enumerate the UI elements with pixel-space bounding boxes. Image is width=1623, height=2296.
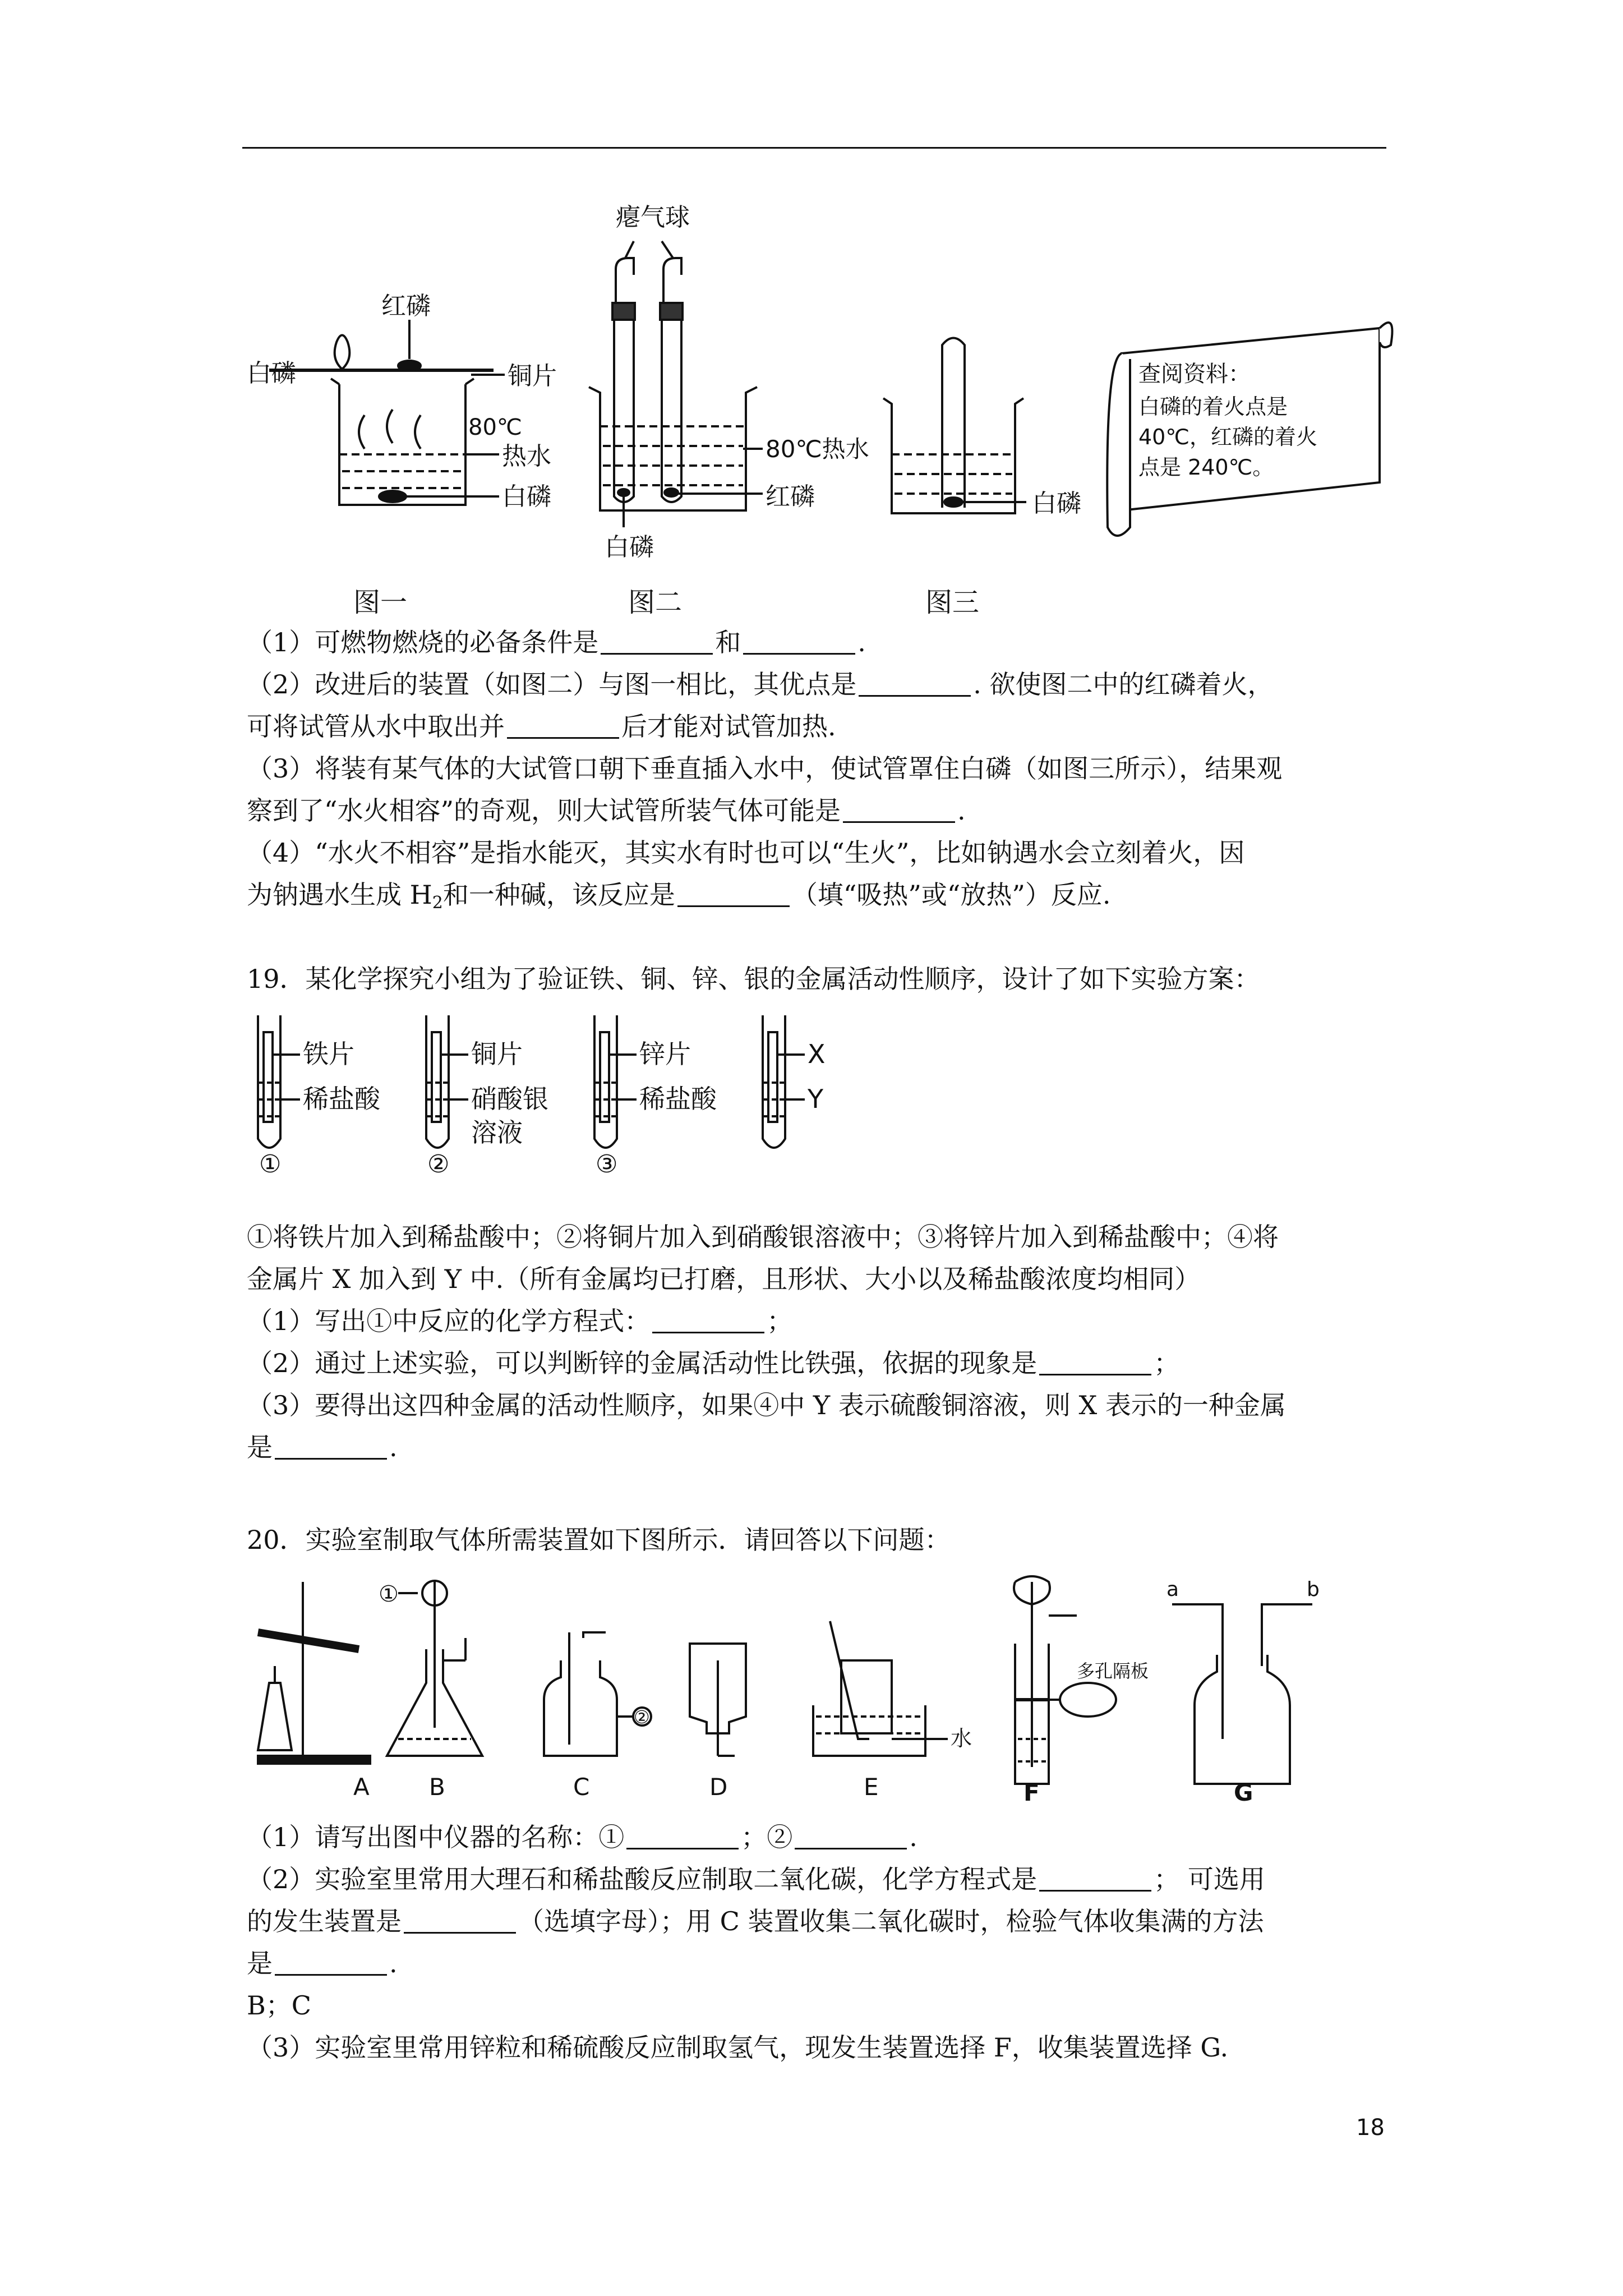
q19-test-tubes-svg [247,1010,892,1178]
q20-answer: B；C [247,1990,311,2021]
note-line-1: 白磷的着火点是 [1138,394,1288,419]
q18-blank-1[interactable] [601,631,713,655]
tube4-label-y: Y [808,1084,824,1114]
tube2-label-3: 溶液 [471,1117,523,1148]
q18-line-4: （3）将装有某气体的大试管口朝下垂直插入水中，使试管罩住白磷（如图三所示），结果观 [247,753,1283,784]
note-title: 查阅资料： [1138,361,1251,387]
fig2-label-white-p: 白磷 [605,533,654,562]
q19-desc-2: 金属片 X 加入到 Y 中.（所有金属均已打磨，且形状、大小以及稀盐酸浓度均相同） [247,1264,1201,1294]
q20-blank-3[interactable] [1039,1867,1151,1892]
q18-line-7: 为钠遇水生成 $H_2$和一种碱，该反应是 （填“吸热”或“放热”）反应. [247,880,1111,913]
q18-blank-2[interactable] [743,631,855,655]
q19-blank-2[interactable] [1039,1351,1151,1375]
q19-sub-2: （2）通过上述实验，可以判断锌的金属活动性比铁强，依据的现象是 ； [247,1348,1180,1378]
fig2-label-hot-water: 80℃热水 [766,435,869,463]
figure-1 [269,320,505,505]
tube1-label-2: 稀盐酸 [303,1084,380,1114]
apparatus-port-b: b [1307,1578,1320,1601]
tube2-number: ② [427,1150,450,1178]
q19-desc-1: ①将铁片加入到稀盐酸中；②将铜片加入到硝酸银溶液中；③将锌片加入到稀盐酸中；④将 [247,1222,1279,1252]
tube4-label-x: X [808,1039,826,1069]
tube1-label-1: 铁片 [303,1039,354,1069]
fig2-label-red-p: 红磷 [766,482,815,511]
q18-line-2: （2）改进后的装置（如图二）与图一相比，其优点是 . 欲使图二中的红磷着火， [247,669,1274,700]
fig1-label-copper: 铜片 [508,362,557,390]
q19-sub-3: （3）要得出这四种金属的活动性顺序，如果④中 Y 表示硫酸铜溶液，则 X 表示的一种金属 [247,1390,1286,1420]
q20-blank-4[interactable] [404,1910,516,1934]
q19-title: 19．某化学探究小组为了验证铁、铜、锌、银的金属活动性顺序，设计了如下实验方案： [247,964,1260,994]
q20-title: 20．实验室制取气体所需装置如下图所示．请回答以下问题： [247,1525,951,1555]
apparatus-label-d: D [709,1773,728,1801]
apparatus-label-f: F [1023,1779,1040,1806]
q18-blank-5[interactable] [843,799,955,823]
q19-blank-3[interactable] [275,1435,387,1460]
q20-apparatus-svg [247,1571,1391,1812]
fig2-label-balloon: 瘪气球 [616,203,690,232]
page-number: 18 [1356,2115,1385,2141]
fig3-caption: 图三 [925,587,980,618]
apparatus-label-g: G [1234,1779,1253,1806]
q20-apparatus [247,1571,1391,1812]
figure-3 [883,338,1026,514]
fig1-label-white-p: 白磷 [247,359,296,388]
q18-line-3: 可将试管从水中取出并 后才能对试管加热. [247,711,836,742]
q18-blank-3[interactable] [859,673,971,697]
note-line-3: 点是 240℃。 [1138,455,1274,480]
q20-blank-2[interactable] [795,1825,907,1849]
q20-sub-2c: 是 . [247,1948,398,1978]
figure-2 [589,241,763,527]
header-rule [242,147,1386,149]
q20-sub-1: （1）请写出图中仪器的名称：① ；② . [247,1822,917,1852]
q18-line-1: （1）可燃物燃烧的必备条件是 和 . [247,627,866,657]
q19-test-tubes [247,1010,892,1178]
apparatus-label-a: A [353,1773,370,1801]
tube2-label-2: 硝酸银 [471,1084,548,1114]
q19-sub-3b: 是 . [247,1432,398,1462]
q19-blank-1[interactable] [652,1309,764,1333]
q20-blank-5[interactable] [275,1952,387,1976]
apparatus-mark-2: ② [634,1706,650,1728]
apparatus-label-c: C [573,1773,590,1801]
fig3-label-white-p: 白磷 [1032,489,1081,518]
apparatus-water: 水 [951,1726,972,1751]
fig1-label-hot-water: 热水 [502,442,551,471]
combustion-figures-svg [241,191,1402,628]
q20-sub-3: （3）实验室里常用锌粒和稀硫酸反应制取氢气，现发生装置选择 F，收集装置选择 G. [247,2032,1229,2063]
q20-blank-1[interactable] [626,1825,739,1849]
combustion-figures [241,191,1402,628]
tube3-number: ③ [596,1150,618,1178]
fig1-label-white-p-bottom: 白磷 [502,482,551,511]
tube3-label-2: 稀盐酸 [639,1084,717,1114]
fig1-label-temp: 80℃ [468,415,522,440]
q18-line-5: 察到了“水火相容”的奇观，则大试管所装气体可能是 . [247,795,966,826]
tube2-label-1: 铜片 [471,1039,523,1069]
fig1-caption: 图一 [353,587,408,618]
fig1-label-red-p: 红磷 [381,292,431,320]
tube1-number: ① [259,1150,282,1178]
q18-blank-6[interactable] [677,883,790,907]
apparatus-label-b: B [429,1773,445,1801]
note-line-2: 40℃，红磷的着火 [1138,425,1318,449]
apparatus-label-e: E [864,1773,879,1801]
q20-sub-2b: 的发生装置是 （选填字母）；用 C 装置收集二氧化碳时，检验气体收集满的方法 [247,1906,1264,1936]
fig2-caption: 图二 [628,587,683,618]
apparatus-port-a: a [1166,1578,1179,1601]
q18-blank-4[interactable] [507,715,619,739]
q19-sub-1: （1）写出①中反应的化学方程式： ； [247,1306,793,1336]
apparatus-porous-plate: 多孔隔板 [1077,1660,1149,1682]
apparatus-mark-1: ① [379,1581,399,1607]
q20-sub-2: （2）实验室里常用大理石和稀盐酸反应制取二氧化碳，化学方程式是 ； 可选用 [247,1864,1265,1894]
q18-line-6: （4）“水火不相容”是指水能灭，其实水有时也可以“生火”，比如钠遇水会立刻着火，因 [247,838,1245,868]
tube3-label-1: 锌片 [639,1039,691,1069]
